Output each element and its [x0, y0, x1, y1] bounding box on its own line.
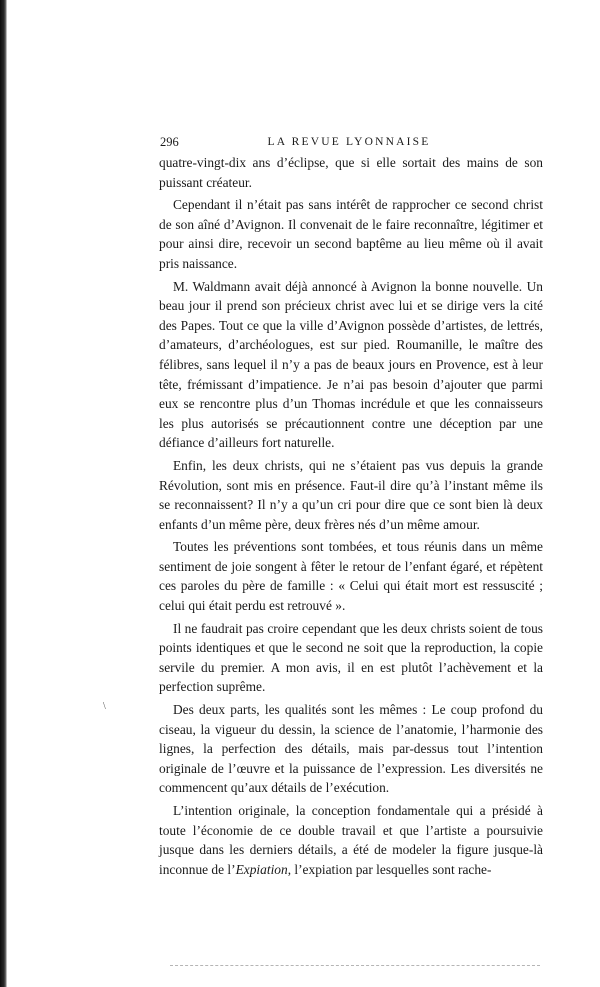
- paragraph: quatre-vingt-dix ans d’éclipse, que si elle sortait des mains de son puissant créateur.: [159, 155, 543, 190]
- running-title: LA REVUE LYONNAISE: [267, 136, 431, 148]
- paragraph: Toutes les préventions sont tombées, et tous réunis dans un même sentiment de joie songent à fêter le retour de l’enfant égaré, et répètent ces paroles du père de famille : « Celui qui était mort est ressuscité ; celui qui était perdu est retrouvé ».: [159, 539, 543, 614]
- page-binding-edge: [0, 0, 7, 987]
- article-body: [159, 153, 543, 879]
- paragraph: Des deux parts, les qualités sont les mêmes : Le coup profond du ciseau, la vigueur du dessin, la science de l’anatomie, l’harmonie des lignes, la perfection des détails, mais par-dessus tout l’intention originale de l’œuvre et la puissance de l’expression. Les diversités ne commencent qu’aux détails de l’exécution.: [159, 702, 543, 796]
- margin-mark: \: [103, 701, 106, 712]
- paragraph-text: L’intention originale, la conception fondamentale qui a présidé à toute l’économie de ce double travail et que l’artiste a poursuivie jusque dans les derniers détails, a été de modeler la figure jusque-là inconnue de l’: [159, 803, 543, 877]
- italic-term: Expiation: [235, 861, 288, 877]
- paragraph: [159, 801, 543, 879]
- paragraph: Enfin, les deux christs, qui ne s’étaient pas vus depuis la grande Révolution, sont mis en présence. Faut-il dire qu’à l’instant même ils se reconnaissent? Il n’y a qu’un cri pour dire que ce sont bien là deux enfants d’un même père, deux frères nés d’un même amour.: [159, 457, 543, 532]
- page-number: 296: [160, 135, 179, 149]
- paragraph: Il ne faudrait pas croire cependant que les deux christs soient de tous points identiques et que le second ne soit que la reproduction, la copie servile du premier. A mon avis, il en est plutôt l’achèvement et la perfection suprême.: [159, 620, 543, 695]
- paragraph: M. Waldmann avait déjà annoncé à Avignon la bonne nouvelle. Un beau jour il prend son précieux christ avec lui et se dirige vers la cité des Papes. Tout ce que la ville d’Avignon possède d’artistes, de lettrés, d’amateurs, d’archéologues, est sur pied. Roumanille, le maître des félibres, sans lequel il n’y a pas de beaux jours en Provence, est à leur tête, frémissant d’impatience. Je n’ai pas besoin d’ajouter que parmi eux se rencontre plus d’un Thomas incrédule et que les connaisseurs les plus autorisés se précautionnent contre une déception par une défiance d’ailleurs fort naturelle.: [159, 278, 543, 451]
- bottom-rule: [170, 965, 540, 966]
- page-header: [160, 134, 538, 150]
- paragraph: Cependant il n’était pas sans intérêt de rapprocher ce second christ de son aîné d’Avignon. Il convenait de le faire reconnaître, légitimer et pour ainsi dire, recevoir un second baptême au lieu même où il avait pris naissance.: [159, 197, 543, 271]
- paragraph-text: , l’expiation par lesquelles sont rache-: [287, 861, 492, 877]
